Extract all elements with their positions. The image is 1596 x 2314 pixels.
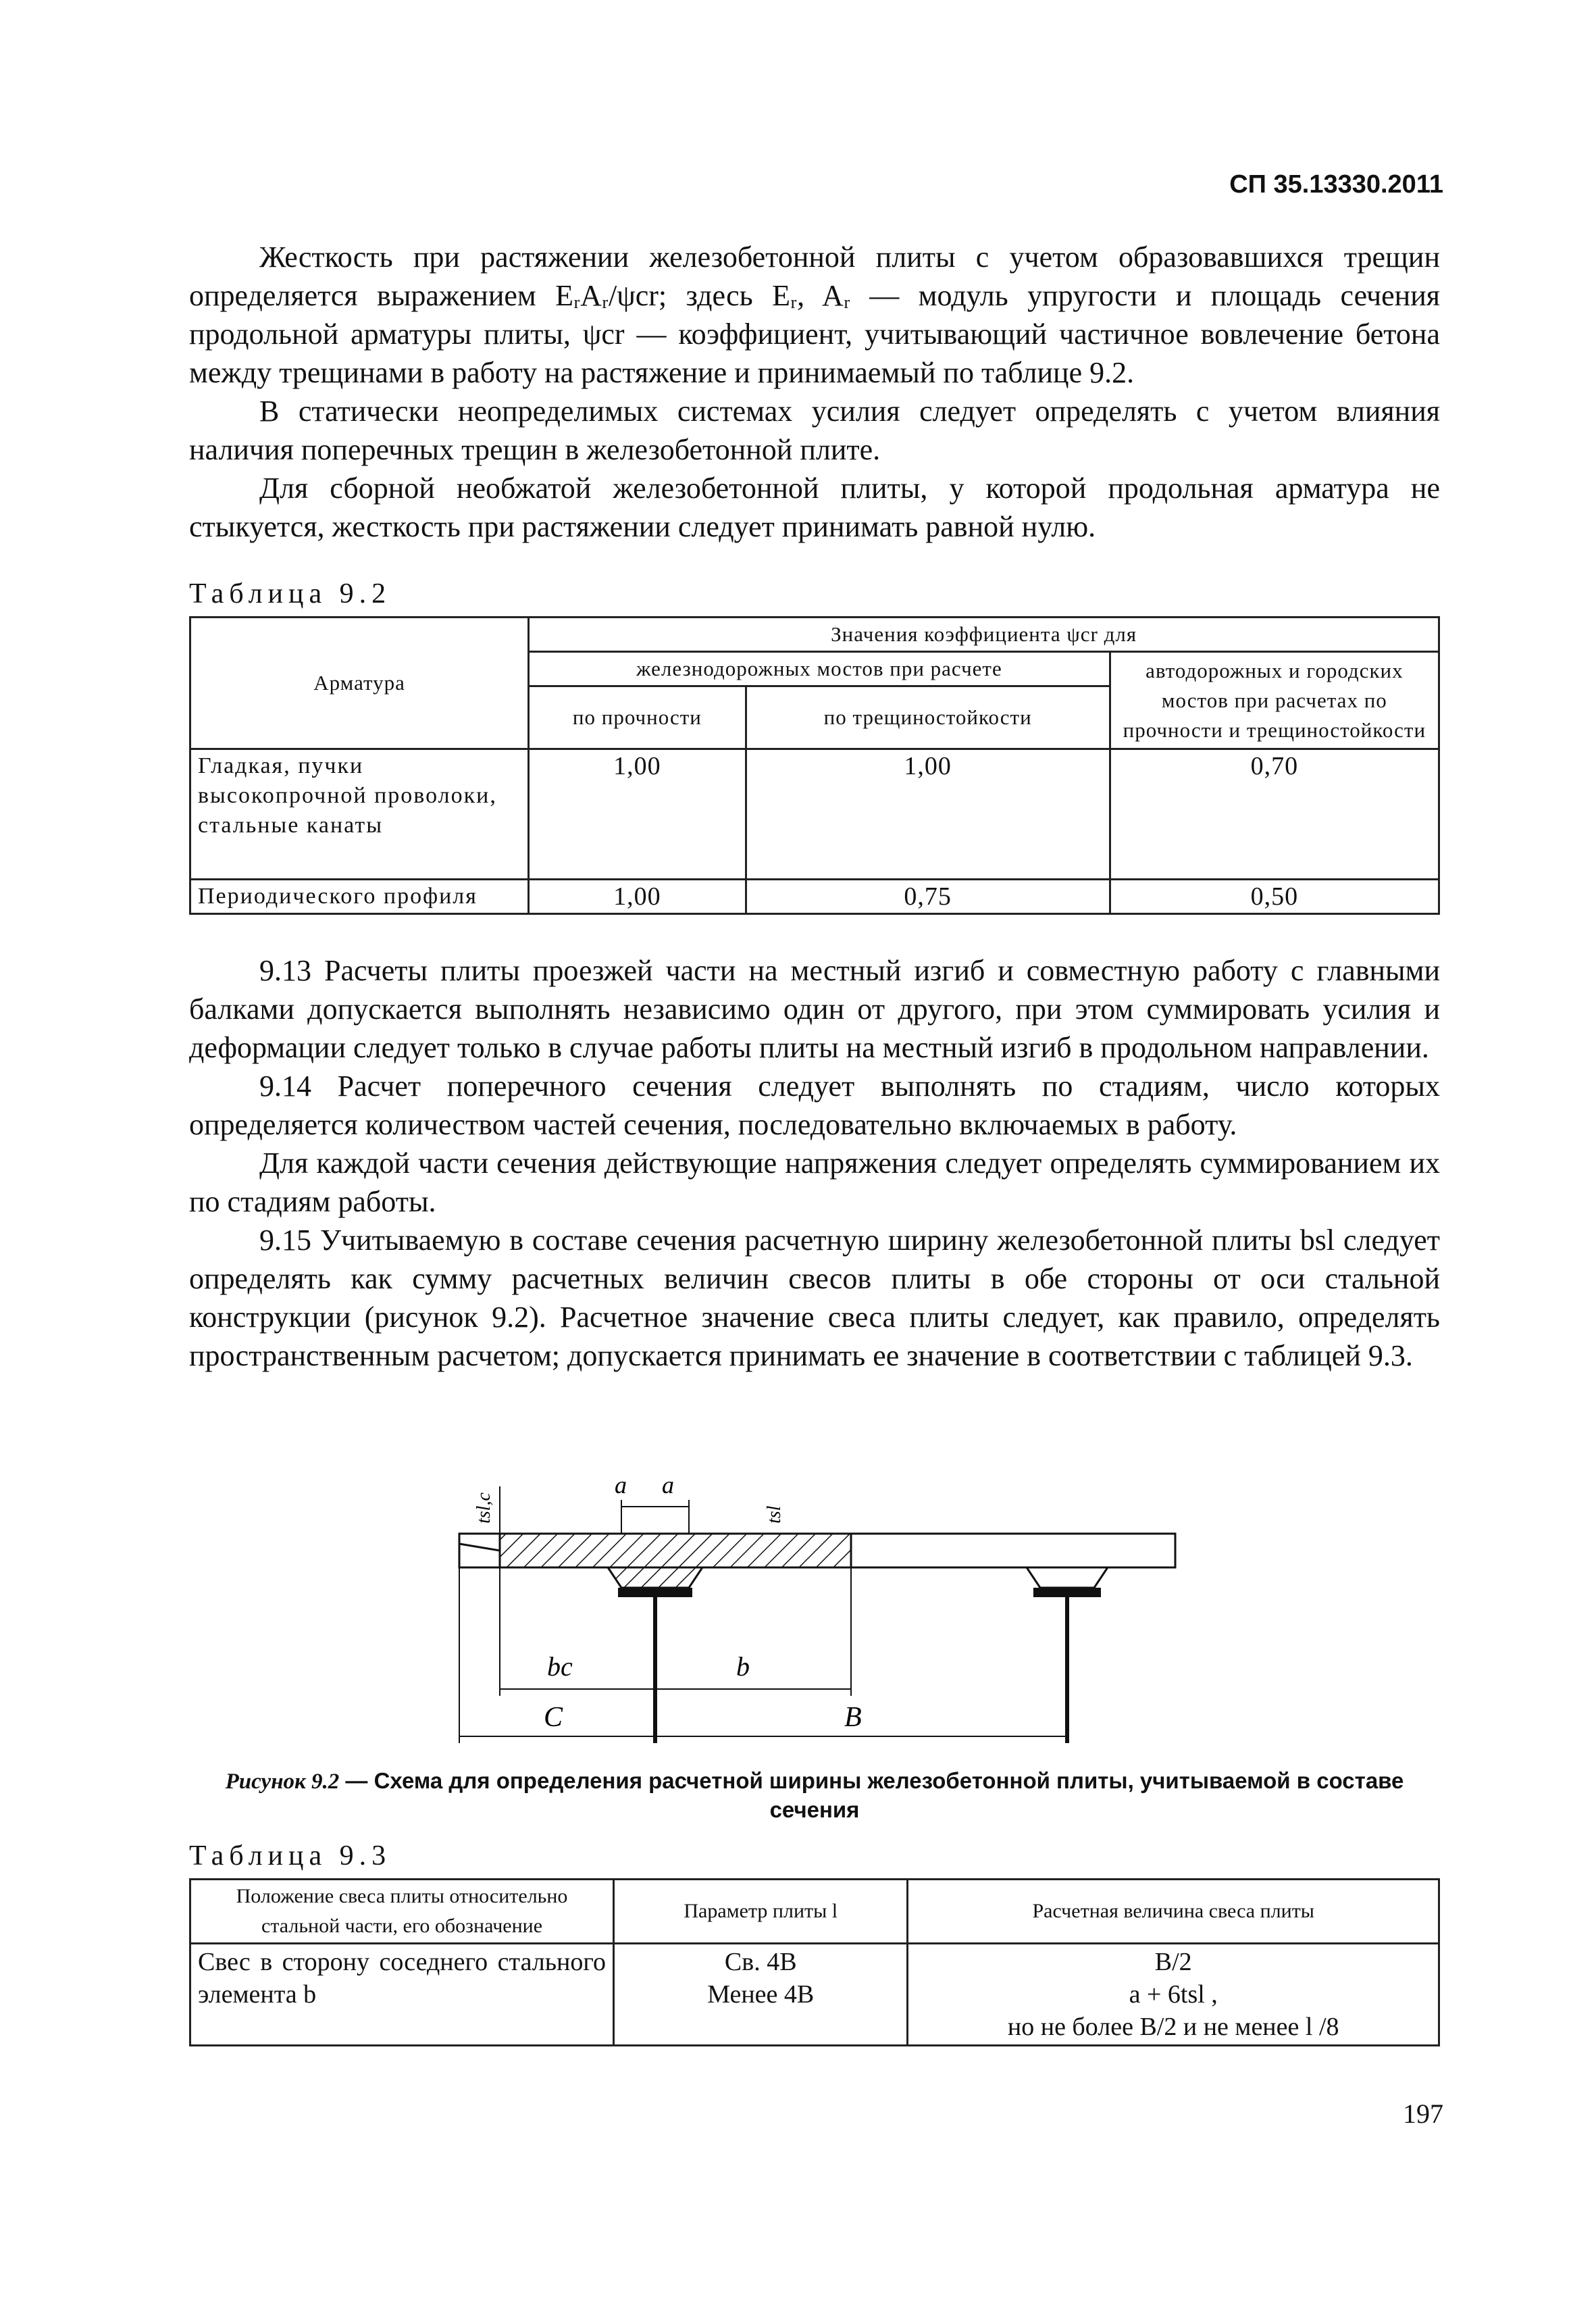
label-a-right: a bbox=[662, 1473, 674, 1499]
row-label: Гладкая, пучки высокопрочной проволоки, стальные канаты bbox=[190, 749, 529, 880]
flange-left bbox=[618, 1588, 692, 1597]
table-9-3-block bbox=[189, 1838, 1440, 2046]
label-b: b bbox=[736, 1651, 750, 1682]
label-C: C bbox=[544, 1702, 563, 1733]
body-text-top bbox=[189, 238, 1440, 546]
param-under-4b: Менее 4B bbox=[707, 1980, 815, 2009]
figure-caption bbox=[189, 1767, 1440, 1824]
figure-caption-text: — Схема для определения расчетной ширины железобетонной плиты, учитываемой в составе сечения bbox=[339, 1768, 1404, 1822]
paragraph-9-13: 9.13 Расчеты плиты проезжей части на местный изгиб и совместную работу с главными балками допускается выполнять независимо один от другого, при этом суммировать усилия и деформации следует только в случае работы плиты на местный изгиб в продольном направлении. bbox=[189, 954, 1440, 1064]
col-header-position: Положение свеса плиты относительно стальной части, его обозначение bbox=[190, 1880, 614, 1944]
table-row bbox=[190, 880, 1439, 914]
paragraph-9-14: 9.14 Расчет поперечного сечения следует выполнять по стадиям, число которых определяется количеством частей сечения, последовательно включаемых в работу. bbox=[189, 1070, 1440, 1141]
value-limits: но не более B/2 и не менее l /8 bbox=[1007, 2013, 1339, 2041]
col-header-armatura: Арматура bbox=[190, 618, 529, 749]
row-label: Свес в сторону соседнего стального элемента b bbox=[190, 1944, 614, 2046]
table-9-2-block bbox=[189, 576, 1440, 915]
col-header-road: автодорожных и городских мостов при расчетах по прочности и трещиностойкости bbox=[1110, 652, 1439, 749]
body-text-middle bbox=[189, 951, 1440, 1375]
col-header-parameter: Параметр плиты l bbox=[614, 1880, 908, 1944]
paragraph-precast: Для сборной необжатой железобетонной плиты, у которой продольная арматура не стыкуется, жесткость при растяжении следует принимать равной нулю. bbox=[189, 472, 1440, 543]
row-label: Периодического профиля bbox=[190, 880, 529, 914]
table-9-2 bbox=[189, 616, 1440, 915]
figure-9-2-diagram bbox=[446, 1473, 1189, 1757]
paragraph-indeterminate: В статически неопределимых системах усилия следует определять с учетом влияния наличия поперечных трещин в железобетонной плите. bbox=[189, 395, 1440, 466]
col-header-strength: по прочности bbox=[529, 686, 746, 749]
table-9-3 bbox=[189, 1878, 1440, 2046]
table-row bbox=[190, 1944, 1439, 2046]
flange-right bbox=[1033, 1588, 1101, 1597]
label-a-left: a bbox=[615, 1473, 627, 1499]
table-row bbox=[190, 749, 1439, 880]
cell-value: 0,50 bbox=[1110, 880, 1439, 914]
label-tslc: tsl,c bbox=[473, 1492, 494, 1524]
paragraph-9-14-cont: Для каждой части сечения действующие напряжения следует определять суммированием их по стадиям работы. bbox=[189, 1147, 1440, 1218]
table-9-2-caption: Таблица 9.2 bbox=[189, 578, 392, 609]
col-header-crack: по трещиностойкости bbox=[746, 686, 1110, 749]
label-B: B bbox=[844, 1702, 862, 1733]
figure-caption-prefix: Рисунок 9.2 bbox=[225, 1769, 340, 1794]
label-bc: bc bbox=[547, 1651, 573, 1682]
value-b-half: B/2 bbox=[1154, 1948, 1192, 1976]
label-tsl: tsl bbox=[764, 1505, 785, 1524]
cell-value: 1,00 bbox=[529, 880, 746, 914]
cell-value: 1,00 bbox=[746, 749, 1110, 880]
col-header-overhang: Расчетная величина свеса плиты bbox=[908, 1880, 1439, 1944]
paragraph-stiffness: Жесткость при растяжении железобетонной плиты с учетом образовавшихся трещин определяется выражением EᵣAᵣ/ψcr; здесь Eᵣ, Aᵣ — модуль упругости и площадь сечения продольной арматуры плиты, ψcr — коэффициент, учитывающий частичное вовлечение бетона между трещинами в работу на растяжение и принимаемый по таблице 9.2. bbox=[189, 241, 1440, 389]
table-9-3-caption: Таблица 9.3 bbox=[189, 1840, 392, 1871]
col-header-coefficient: Значения коэффициента ψcr для bbox=[529, 618, 1439, 652]
cell-value: 0,70 bbox=[1110, 749, 1439, 880]
document-code-header: СП 35.13330.2011 bbox=[1229, 170, 1443, 199]
paragraph-9-15: 9.15 Учитываемую в составе сечения расчетную ширину железобетонной плиты bsl следует определять как сумму расчетных величин свесов плиты в обе стороны от оси стальной конструкции (рисунок 9.2). Расчетное значение свеса плиты следует, как правило, определять пространственным расчетом; допускается принимать ее значение в соответствии с таблицей 9.3. bbox=[189, 1224, 1440, 1372]
param-over-4b: Св. 4B bbox=[724, 1948, 797, 1976]
cell-value: 1,00 bbox=[529, 749, 746, 880]
value-formula: a + 6tsl , bbox=[1129, 1980, 1218, 2009]
effective-slab-hatch bbox=[500, 1534, 851, 1567]
page-number: 197 bbox=[1403, 2098, 1443, 2129]
col-header-rail: железнодорожных мостов при расчете bbox=[529, 652, 1110, 686]
cell-value: 0,75 bbox=[746, 880, 1110, 914]
